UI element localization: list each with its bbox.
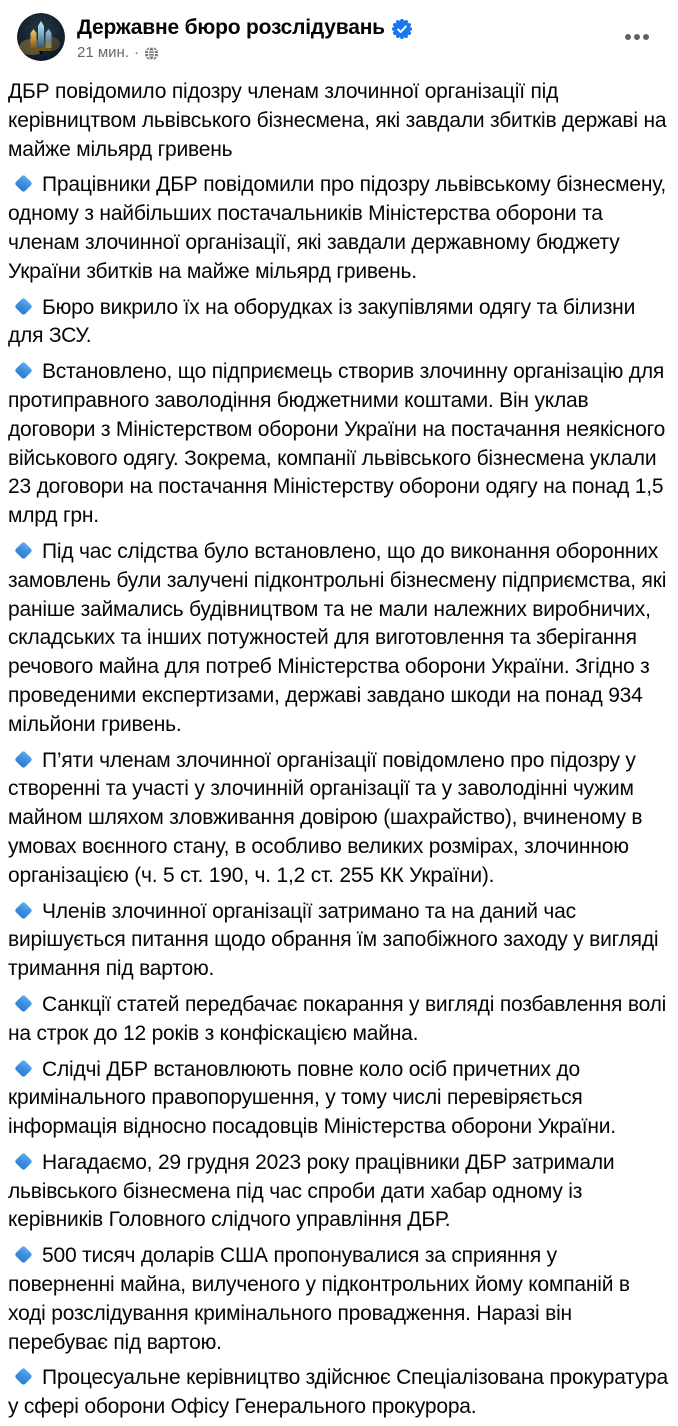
dot bbox=[625, 34, 631, 40]
bullet-text: Бюро викрило їх на оборудках із закупівлями одягу та білизни для ЗСУ. bbox=[8, 295, 636, 348]
bullet-paragraph bbox=[8, 898, 669, 984]
blue-diamond-icon bbox=[14, 1367, 33, 1386]
blue-diamond-icon bbox=[14, 901, 33, 920]
bullet-text: Процесуальне керівництво здійснює Спеціалізована прокуратура у сфері оборони Офісу Генерального прокурора. bbox=[8, 1366, 668, 1419]
meta-separator: · bbox=[134, 44, 139, 61]
post-text bbox=[0, 62, 678, 1426]
blue-diamond-icon bbox=[14, 1152, 33, 1171]
bullet-text: Слідчі ДБР встановлюють повне коло осіб причетних до кримінального правопорушення, у тому числі перевіряється інформація відносно посадовців Міністерства оборони України. bbox=[8, 1057, 616, 1139]
page-name[interactable]: Державне бюро розслідувань bbox=[77, 16, 385, 39]
post-meta bbox=[77, 44, 412, 62]
blue-diamond-icon bbox=[14, 174, 33, 193]
bullet-text: Працівники ДБР повідомили про підозру львівському бізнесмену, одному з найбільших постачальників Міністерства оборони та членам злочинної організації, які завдали державному бюджету України збитків на майже мільярд гривень. bbox=[8, 173, 667, 283]
bullet-list bbox=[8, 171, 669, 1422]
timestamp[interactable]: 21 мин. bbox=[77, 44, 129, 61]
bullet-text: П’яти членам злочинної організації повідомлено про підозру у створенні та участі у злочинній організації та у заволодінні чужим майном шляхом зловживання довірою (шахрайство), вчиненому в умовах воєнного стану, в особливо великих розмірах, злочинною організацією (ч. 5 ст. 190, ч. 1,2 ст. 255 КК України). bbox=[8, 748, 643, 887]
bullet-text: Встановлено, що підприємець створив злочинну організацію для протиправного заволодіння бюджетними коштами. Він уклав договори з Міністерством оборони України на постачання неякісного військового одягу. Зокрема, компанії львівського бізнесмена уклали 23 договори на постачання Міністерству оборони одягу на понад 1,5 млрд грн. bbox=[8, 360, 666, 528]
bullet-paragraph bbox=[8, 1056, 669, 1142]
dot bbox=[634, 34, 640, 40]
post-intro: ДБР повідомило підозру членам злочинної організації під керівництвом львівського бізнесмена, які завдали збитків державі на майже мільярд гривень bbox=[8, 80, 667, 161]
bullet-text: Під час слідства було встановлено, що до виконання оборонних замовлень були залучені підконтрольні бізнесмену підприємства, які раніше займались будівництвом та не мали належних виробничих, складських та інших потужностей для виготовлення та зберігання речового майна для потреб Міністерства оборони України. Згідно з проведеними експертизами, державі завдано шкоди на понад 934 мільйони гривень. bbox=[8, 539, 667, 736]
avatar[interactable] bbox=[17, 13, 65, 61]
header-info bbox=[77, 13, 412, 62]
bullet-text: Санкції статей передбачає покарання у вигляді позбавлення волі на строк до 12 років з конфіскацією майна. bbox=[8, 992, 667, 1045]
globe-public-icon bbox=[144, 46, 159, 61]
bullet-paragraph bbox=[8, 1149, 669, 1235]
bullet-text: 500 тисяч доларів США пропонувалися за сприяння у поверненні майна, вилученого у підконтрольних йому компаній в ході розслідування кримінального провадження. Наразі він перебуває під вартою. bbox=[8, 1244, 630, 1354]
bullet-paragraph bbox=[8, 294, 669, 352]
bullet-paragraph bbox=[8, 171, 669, 286]
name-row bbox=[77, 14, 412, 41]
blue-diamond-icon bbox=[14, 1059, 33, 1078]
blue-diamond-icon bbox=[14, 361, 33, 380]
blue-diamond-icon bbox=[14, 994, 33, 1013]
blue-diamond-icon bbox=[14, 541, 33, 560]
verified-badge-icon bbox=[392, 19, 412, 39]
bullet-paragraph bbox=[8, 538, 669, 740]
bullet-text: Нагадаємо, 29 грудня 2023 року працівники ДБР затримали львівського бізнесмена під час спроби дати хабар одному із керівників Головного слідчого управління ДБР. bbox=[8, 1150, 615, 1232]
bullet-paragraph bbox=[8, 358, 669, 531]
bullet-paragraph bbox=[8, 1364, 669, 1422]
dot bbox=[643, 34, 649, 40]
bullet-paragraph bbox=[8, 991, 669, 1049]
blue-diamond-icon bbox=[14, 1245, 33, 1264]
bullet-text: Членів злочинної організації затримано та на даний час вирішується питання щодо обрання їм запобіжного заходу у вигляді тримання під вартою. bbox=[8, 899, 659, 981]
blue-diamond-icon bbox=[14, 297, 33, 316]
dbr-trident-logo-icon bbox=[17, 48, 65, 61]
blue-diamond-icon bbox=[14, 750, 33, 769]
bullet-paragraph bbox=[8, 747, 669, 891]
post-header bbox=[0, 0, 678, 62]
bullet-paragraph bbox=[8, 1242, 669, 1357]
more-options-button[interactable] bbox=[623, 28, 651, 46]
